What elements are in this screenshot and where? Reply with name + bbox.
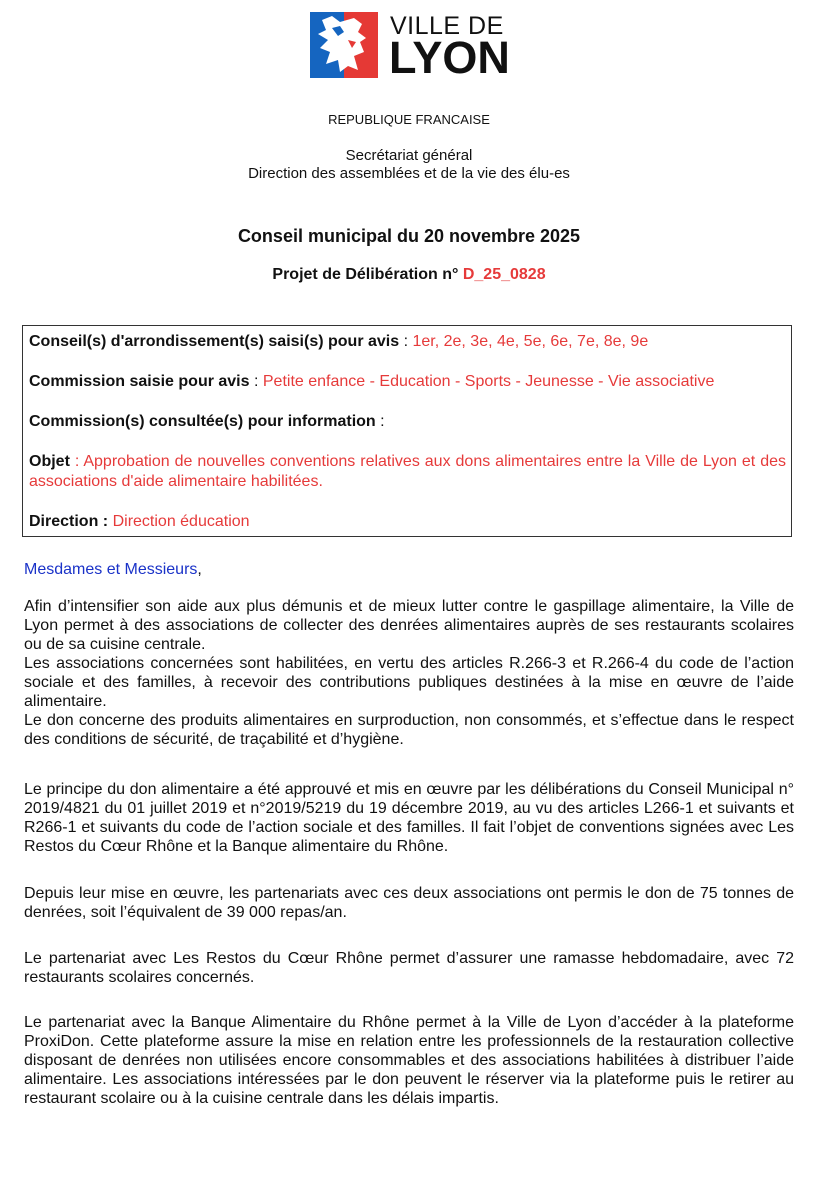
ville-de-lyon-logo [310,12,510,83]
paragraph-3 [24,884,794,922]
secretariat-block [0,147,818,183]
arrondissements-label: Conseil(s) d'arrondissement(s) saisi(s) pour avis [29,333,400,350]
direction-row [29,512,786,532]
paragraph-1a: Afin d’intensifier son aide aux plus démunis et de mieux lutter contre le gaspillage alimentaire, la Ville de Lyon permet à des associations de collecter des denrées alimentaires auprès de ses restaurants scolaires ou de sa cuisine centrale. [24,598,794,653]
commission-info-label: Commission(s) consultée(s) pour information [29,413,376,430]
projet-label: Projet de Délibération n° [272,266,459,283]
paragraph-2 [24,780,794,856]
logo-line-ville-de: VILLE DE [390,12,504,40]
paragraph-1b: Les associations concernées sont habilitées, en vertu des articles R.266-3 et R.266-4 du code de l’action sociale et des familles, à recevoir des contributions publiques destinées à la mise en œuvre de l’aide alimentaire. [24,655,794,710]
arrondissements-value: 1er, 2e, 3e, 4e, 5e, 6e, 7e, 8e, 9e [412,333,649,350]
paragraph-5 [24,1013,794,1108]
paragraph-3-text: Depuis leur mise en œuvre, les partenariats avec ces deux associations ont permis le don de 75 tonnes de denrées, soit l’équivalent de 39 000 repas/an. [24,885,794,921]
conseil-title: Conseil municipal du 20 novembre 2025 [237,226,581,246]
paragraph-1 [24,597,794,749]
direction-label: Direction : [29,513,109,530]
info-box [22,325,792,537]
objet-label: Objet [29,453,70,470]
objet-row: Objet : Approbation de nouvelles conventions relatives aux dons alimentaires entre la Ville de Lyon et des associations d'aide alimentaire habilitées. [29,453,787,490]
commission-avis-label: Commission saisie pour avis [29,373,250,390]
commission-avis-value: Petite enfance - Education - Sports - Jeunesse - Vie associative [262,373,715,390]
paragraph-1c: Le don concerne des produits alimentaires en surproduction, non consommés, et s’effectue dans le respect des conditions de sécurité, de traçabilité et d’hygiène. [24,712,794,748]
projet-deliberation [0,266,818,284]
arrondissements-row: Conseil(s) d'arrondissement(s) saisi(s) pour avis : 1er, 2e, 3e, 4e, 5e, 6e, 7e, 8e, 9e [29,333,649,350]
paragraph-2-text: Le principe du don alimentaire a été approuvé et mis en œuvre par les délibérations du Conseil Municipal n° 2019/4821 du 01 juillet 2019 et n°2019/5219 du 19 décembre 2019, au vu des articles L266-1 et suivants et R266-1 et suivants du code de l’action sociale et des familles. Il fait l’objet de conventions signées avec Les Restos du Cœur Rhône et la Banque alimentaire du Rhône. [24,781,794,855]
lion-emblem-icon [310,12,378,78]
direction-assemblees: Direction des assemblées et de la vie des élu-es [248,165,570,182]
commission-info-row: Commission(s) consultée(s) pour information : [29,413,385,430]
direction-value: Direction éducation [112,513,250,530]
republique-francaise: REPUBLIQUE FRANCAISE [328,112,490,127]
salutation: Mesdames et Messieurs [24,561,198,578]
paragraph-4-text: Le partenariat avec Les Restos du Cœur Rhône permet d’assurer une ramasse hebdomadaire, avec 72 restaurants scolaires concernés. [24,950,794,986]
paragraph-5-text: Le partenariat avec la Banque Alimentaire du Rhône permet à la Ville de Lyon d’accéder à la plateforme ProxiDon. Cette plateforme assure la mise en relation entre les professionnels de la restauration collective disposant de denrées non utilisées encore consommables et des associations habilitées à distribuer l’aide alimentaire. Les associations intéressées par le don peuvent le réserver via la plateforme puis le retirer au restaurant scolaire ou à la cuisine centrale dans les délais impartis. [24,1014,794,1107]
paragraph-4 [24,949,794,987]
logo-line-lyon: LYON [389,32,510,83]
secretariat-general: Secrétariat général [345,147,473,164]
salutation-line: Mesdames et Messieurs, [24,561,202,578]
projet-number: D_25_0828 [462,266,546,283]
objet-value: Approbation de nouvelles conventions relatives aux dons alimentaires entre la Ville de Lyon et des associations d'aide alimentaire habilitées. [29,453,787,490]
commission-avis-row: Commission saisie pour avis : Petite enfance - Education - Sports - Jeunesse - Vie associative [29,373,715,390]
